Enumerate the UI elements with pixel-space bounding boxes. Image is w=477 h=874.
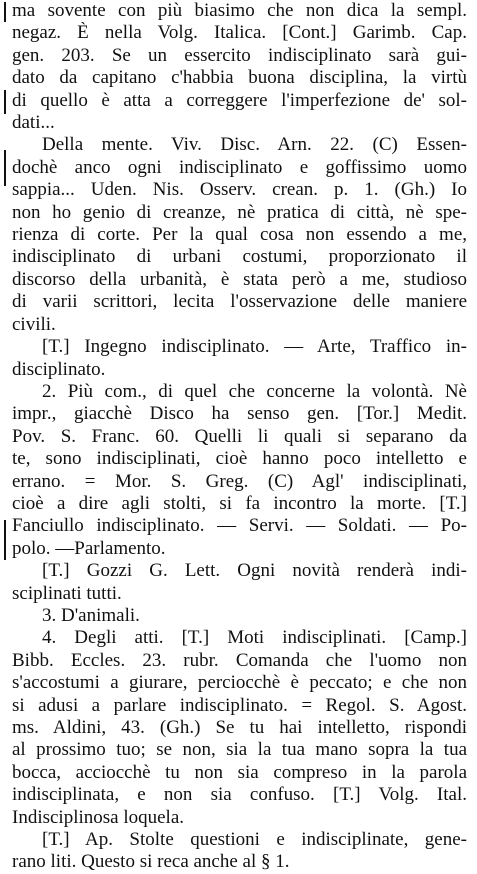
text-line: Bibb. Eccles. 23. rubr. Comanda che l'uomo non [12, 649, 467, 671]
text-line: Della mente. Viv. Disc. Arn. 22. (C) Essen- [42, 134, 467, 156]
entry-paragraph-3 [12, 336, 467, 381]
text-line: negaz. È nella Volg. Italica. [Cont.] Garimb. Cap. [12, 22, 467, 44]
text-line: s'accostumi a giurare, perciocchè è peccato; e che non [12, 672, 467, 694]
entry-paragraph-7 [12, 627, 467, 829]
text-line: si adusi a parlare indisciplinato. = Regol. S. Agost. [12, 694, 467, 716]
margin-rule-upper [4, 90, 6, 114]
text-line: 3. D'animali. [42, 604, 140, 626]
text-line: impr., giacchè Disco ha senso gen. [Tor.] Medit. [12, 403, 467, 425]
text-line: 2. Più com., di quel che concerne la volontà. Nè [42, 380, 467, 402]
text-line: dati... [12, 112, 55, 134]
text-line: cioè a dire agli stolti, si fa incontro la morte. [T.] [12, 492, 467, 514]
text-line: te, sono indisciplinati, cioè hanno poco intelletto e [12, 448, 467, 470]
text-line: 4. Degli atti. [T.] Moti indisciplinati. [Camp.] [42, 627, 467, 649]
text-line: di quello è atta a correggere l'imperfezione de' sol- [12, 89, 467, 111]
text-line: discorso della urbanità, è stata però a me, studioso [12, 268, 467, 290]
text-line: sappia... Uden. Nis. Osserv. crean. p. 1. (Gh.) Io [12, 179, 467, 201]
text-line: di varii scrittori, lecita l'osservazione delle maniere [12, 291, 467, 313]
entry-paragraph-4 [12, 381, 467, 560]
text-line: Indisciplinosa loquela. [12, 806, 185, 828]
text-line: indisciplinato di urbani costumi, proporzionato il [12, 246, 467, 268]
margin-rule-top [4, 2, 6, 22]
text-line: indisciplinata, e non sia confuso. [T.] Volg. Ital. [12, 784, 467, 806]
entry-paragraph-8 [12, 829, 467, 874]
text-line: sciplinati tutti. [12, 582, 122, 604]
text-line: bocca, acciocchè tu non sia compreso in la parola [12, 761, 467, 783]
text-line: ms. Aldini, 43. (Gh.) Se tu hai intelletto, rispondi [12, 717, 467, 738]
text-line: rano liti. Questo si reca anche al § 1. [12, 851, 290, 873]
text-line: dato da capitano c'habbia buona disciplina, la virtù [12, 67, 467, 89]
text-line: [T.] Ap. Stolte questioni e indisciplinate, gene- [42, 829, 467, 851]
text-line: [T.] Ingegno indisciplinato. — Arte, Traffico in- [42, 336, 467, 358]
text-line: gen. 203. Se un essercito indisciplinato sarà gui- [12, 44, 467, 66]
text-line: errano. = Mor. S. Greg. (C) Agl' indisciplinati, [12, 470, 467, 492]
text-line: civili. [12, 313, 56, 335]
margin-rule-middle [4, 150, 6, 186]
entry-paragraph-1 [12, 0, 467, 134]
entry-paragraph-5 [12, 560, 467, 605]
text-line: polo. —Parlamento. [12, 537, 166, 559]
margin-rule-lower [4, 520, 6, 560]
text-line: non ho genio di creanze, nè pratica di città, nè spe- [12, 201, 467, 223]
text-line: al prossimo tuo; se non, sia la tua mano sopra la tua [12, 739, 467, 761]
text-line: [T.] Gozzi G. Lett. Ogni novità renderà indi- [42, 560, 467, 582]
text-line: disciplinato. [12, 358, 106, 380]
text-line: rienza di corte. Per la qual cosa non essendo a me, [12, 224, 467, 246]
text-line: ma sovente con più biasimo che non dica la sempl. [12, 0, 467, 21]
text-line: dochè anco ogni indisciplinato e goffissimo uomo [12, 156, 467, 178]
text-line: Fanciullo indisciplinato. — Servi. — Soldati. — Po- [12, 515, 467, 537]
entry-paragraph-6 [12, 605, 467, 627]
entry-paragraph-2 [12, 134, 467, 336]
text-line: Pov. S. Franc. 60. Quelli li quali si separano da [12, 425, 467, 447]
